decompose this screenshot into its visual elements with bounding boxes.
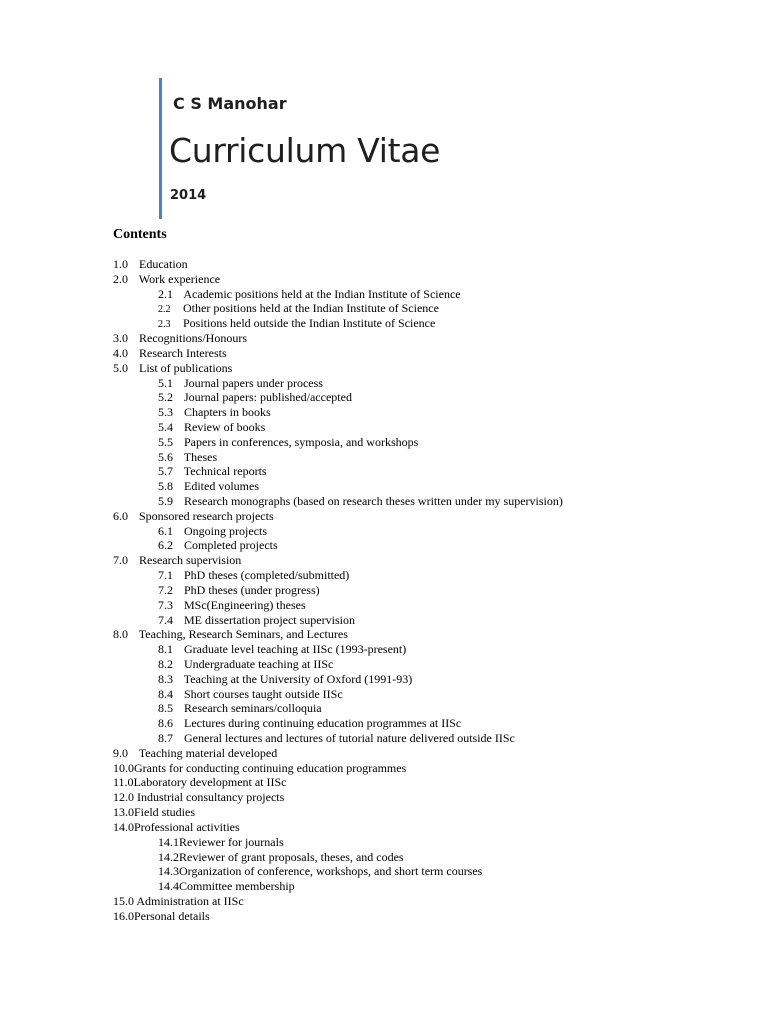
toc-number: 7.3 <box>158 597 173 612</box>
toc-label: Lectures during continuing education programmes at IISc <box>184 716 462 731</box>
toc-item <box>0 464 768 479</box>
toc-label: Research seminars/colloquia <box>184 701 322 716</box>
toc-label: Edited volumes <box>184 479 259 494</box>
toc-label: Administration at IISc <box>136 893 244 908</box>
toc-label: Short courses taught outside IISc <box>184 686 343 701</box>
toc-item <box>0 687 768 702</box>
toc-number: 6.1 <box>158 523 173 538</box>
toc-item <box>0 346 768 361</box>
toc-number: 9.0 <box>113 745 128 760</box>
toc-label: Grants for conducting continuing education programmes <box>134 760 407 775</box>
toc-number: 15.0 <box>113 893 134 908</box>
toc-number: 8.7 <box>158 731 173 745</box>
toc-label: PhD theses (under progress) <box>184 582 320 597</box>
toc-number: 8.3 <box>158 671 173 686</box>
toc-item <box>0 301 768 316</box>
toc-number: 16.0 <box>113 908 134 923</box>
toc-label: Theses <box>183 449 218 464</box>
toc-label: Field studies <box>134 805 196 820</box>
toc-item <box>0 405 768 420</box>
toc-label: Academic positions held at the Indian Institute of Science <box>183 286 461 301</box>
toc-number: 2.1 <box>158 286 173 301</box>
toc-label: Laboratory development at IISc <box>133 775 287 790</box>
toc-number: 2.2 <box>158 304 171 316</box>
toc-number: 14.4 <box>158 879 179 894</box>
toc-number: 3.0 <box>113 331 128 346</box>
toc-label: Education <box>139 257 188 271</box>
toc-number: 2.0 <box>113 271 128 286</box>
toc-item <box>0 538 768 553</box>
toc-number: 14.0 <box>113 819 134 834</box>
toc-label: Work experience <box>138 271 221 286</box>
toc-label: Sponsored research projects <box>139 508 274 523</box>
toc-item <box>0 390 768 405</box>
toc-number: 6.0 <box>113 508 128 523</box>
toc-label: Journal papers under process <box>184 375 323 390</box>
toc-item <box>0 627 768 642</box>
toc-item <box>0 272 768 287</box>
toc-number: 5.8 <box>158 479 173 494</box>
author-name: C S Manohar <box>173 94 287 113</box>
toc-label: Reviewer of grant proposals, theses, and codes <box>179 849 404 864</box>
toc-item <box>0 568 768 583</box>
toc-label: Organization of conference, workshops, and short term courses <box>179 864 483 879</box>
toc-item <box>0 805 768 820</box>
toc-label: MSc(Engineering) theses <box>184 597 306 612</box>
toc-item <box>0 494 768 509</box>
toc-label: Reviewer for journals <box>179 834 284 849</box>
toc-label: Papers in conferences, symposia, and workshops <box>184 434 419 449</box>
toc-number: 8.5 <box>158 701 173 716</box>
table-of-contents <box>0 257 768 924</box>
toc-label: Undergraduate teaching at IISc <box>184 656 334 671</box>
toc-number: 8.6 <box>158 716 173 731</box>
toc-number: 7.0 <box>113 553 128 568</box>
toc-number: 11.0 <box>113 775 134 790</box>
toc-number: 5.4 <box>158 419 173 434</box>
toc-label: Review of books <box>184 419 266 434</box>
toc-label: List of publications <box>139 360 233 375</box>
toc-item <box>0 598 768 613</box>
toc-item <box>0 909 768 924</box>
toc-item <box>0 894 768 909</box>
toc-number: 7.2 <box>158 582 173 597</box>
toc-number: 6.2 <box>158 538 173 553</box>
toc-number: 5.3 <box>158 405 173 420</box>
toc-number: 8.2 <box>158 656 173 671</box>
toc-number: 1.0 <box>113 257 128 271</box>
toc-number: 5.6 <box>158 449 173 464</box>
toc-number: 5.0 <box>113 360 128 375</box>
toc-item <box>0 642 768 657</box>
toc-item <box>0 835 768 850</box>
toc-item <box>0 820 768 835</box>
toc-number: 5.5 <box>158 434 173 449</box>
toc-number: 7.1 <box>158 568 173 583</box>
toc-item <box>0 361 768 376</box>
toc-label: Completed projects <box>184 538 278 553</box>
toc-label: Professional activities <box>134 819 240 834</box>
toc-item <box>0 657 768 672</box>
toc-label: Teaching material developed <box>138 745 278 760</box>
toc-label: Other positions held at the Indian Institute of Science <box>183 301 439 316</box>
toc-item <box>0 479 768 494</box>
toc-number: 14.2 <box>158 849 179 864</box>
toc-item <box>0 583 768 598</box>
contents-heading: Contents <box>113 227 167 242</box>
toc-item <box>0 316 768 331</box>
toc-number: 8.0 <box>113 627 128 642</box>
toc-label: PhD theses (completed/submitted) <box>184 568 350 583</box>
toc-number: 10.0 <box>113 760 134 775</box>
toc-label: Teaching, Research Seminars, and Lectures <box>138 627 348 642</box>
toc-label: Teaching at the University of Oxford (1991-93) <box>183 671 413 686</box>
toc-label: Research Interests <box>139 345 227 360</box>
toc-label: Industrial consultancy projects <box>137 790 285 805</box>
toc-item <box>0 435 768 450</box>
document-title: Curriculum Vitae <box>169 131 441 170</box>
toc-item <box>0 450 768 465</box>
toc-number: 7.4 <box>158 612 173 627</box>
toc-number: 5.2 <box>158 390 173 405</box>
toc-label: Personal details <box>134 908 210 923</box>
toc-label: ME dissertation project supervision <box>184 612 355 627</box>
toc-item <box>0 613 768 628</box>
toc-item <box>0 553 768 568</box>
toc-item <box>0 864 768 879</box>
toc-label: Ongoing projects <box>184 523 267 538</box>
toc-item <box>0 775 768 790</box>
toc-label: Graduate level teaching at IISc (1993-present) <box>184 642 407 657</box>
toc-item <box>0 850 768 865</box>
toc-item <box>0 672 768 687</box>
toc-item <box>0 716 768 731</box>
toc-label: Research monographs (based on research theses written under my supervision) <box>184 494 563 508</box>
toc-number: 8.4 <box>158 686 173 701</box>
toc-number: 5.1 <box>158 375 173 390</box>
toc-item <box>0 509 768 524</box>
toc-label: General lectures and lectures of tutorial nature delivered outside IISc <box>184 731 515 745</box>
toc-label: Chapters in books <box>184 405 271 420</box>
toc-item <box>0 731 768 746</box>
toc-label: Committee membership <box>179 879 295 894</box>
toc-item <box>0 257 768 272</box>
toc-number: 14.1 <box>158 834 179 849</box>
toc-item <box>0 790 768 805</box>
title-accent-bar <box>159 78 162 219</box>
toc-item <box>0 376 768 391</box>
toc-number: 12.0 <box>113 790 134 805</box>
toc-number: 14.3 <box>158 864 179 879</box>
toc-label: Technical reports <box>183 464 267 479</box>
toc-label: Research supervision <box>139 553 242 568</box>
toc-item <box>0 524 768 539</box>
toc-number: 4.0 <box>113 345 128 360</box>
toc-number: 13.0 <box>113 805 134 820</box>
toc-number: 2.3 <box>158 319 171 331</box>
toc-label: Recognitions/Honours <box>139 331 247 346</box>
toc-number: 5.9 <box>158 494 173 508</box>
toc-item <box>0 331 768 346</box>
toc-number: 8.1 <box>158 642 173 657</box>
toc-label: Positions held outside the Indian Institute of Science <box>183 316 436 331</box>
toc-item <box>0 879 768 894</box>
toc-item <box>0 420 768 435</box>
toc-label: Journal papers: published/accepted <box>184 390 352 405</box>
toc-item <box>0 761 768 776</box>
toc-item <box>0 701 768 716</box>
document-year: 2014 <box>170 188 207 203</box>
toc-item <box>0 287 768 302</box>
toc-item <box>0 746 768 761</box>
toc-number: 5.7 <box>158 464 173 479</box>
